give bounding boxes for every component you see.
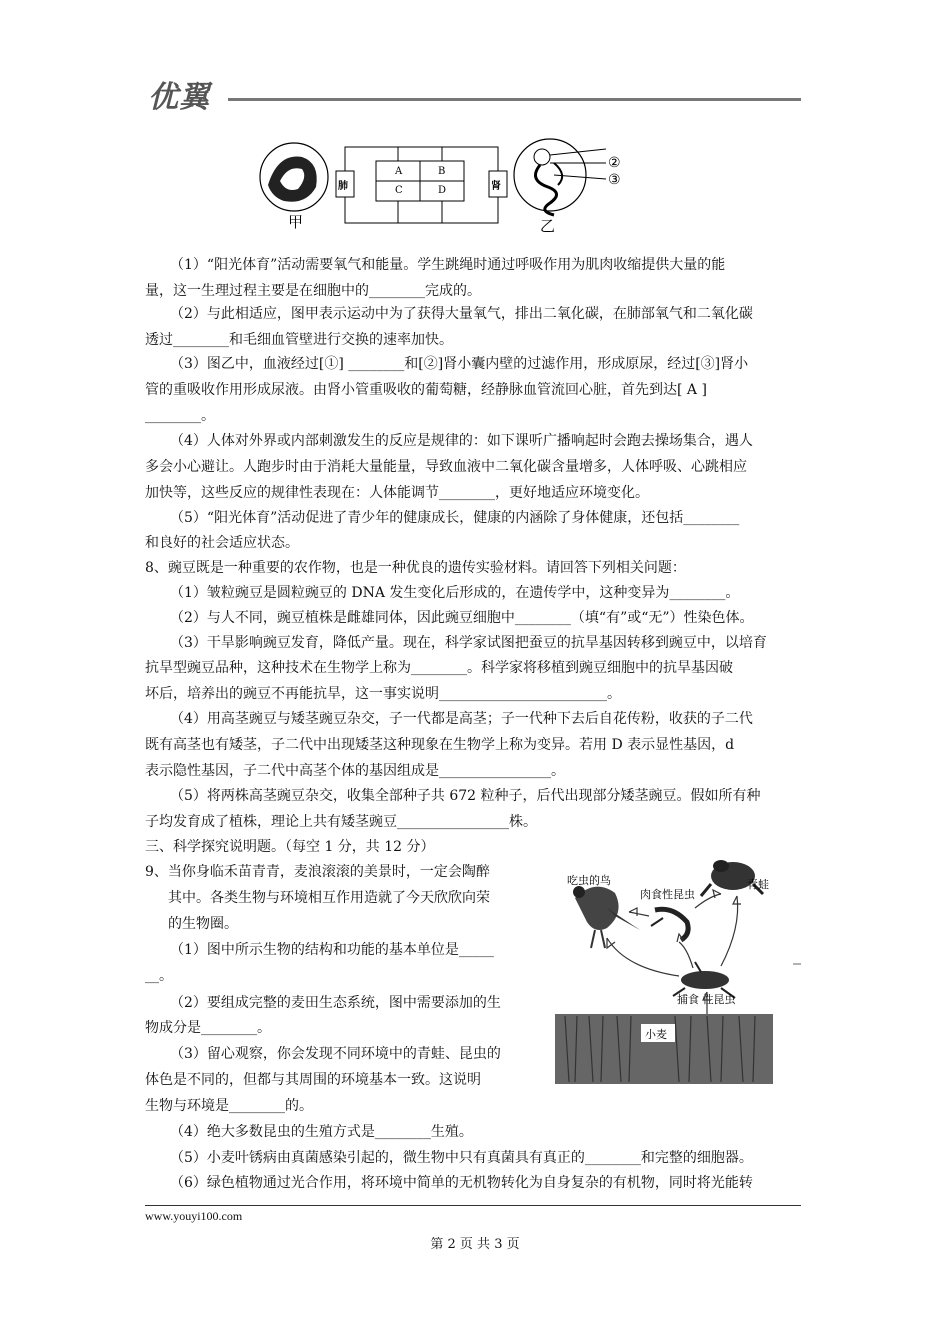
header-rule	[228, 98, 801, 101]
chamber-c: C	[395, 185, 403, 196]
wheat-label: 小麦	[645, 1028, 667, 1041]
chamber-b: B	[438, 166, 446, 177]
q8-2: （2）与人不同，豌豆植株是雌雄同体，因此豌豆细胞中________（填“有”或“无”）性染色体。	[170, 610, 754, 626]
logo: 优翼	[148, 80, 210, 115]
q7-3-line2: 管的重吸收作用形成尿液。由肾小管重吸收的葡萄糖，经静脉血管流回心脏，首先到达[ A ]	[145, 382, 707, 398]
q7-3-line3: ________。	[145, 408, 215, 424]
q7-3-line1: （3）图乙中，血液经过[①] ________和[②]肾小囊内壁的过滤作用，形成原尿，经过[③]肾小	[170, 356, 749, 372]
q8-3-line1: （3）干旱影响豌豆发育，降低产量。现在，科学家试图把蚕豆的抗旱基因转移到豌豆中，以培育	[170, 635, 767, 651]
q8-1: （1）皱粒豌豆是圆粒豌豆的 DNA 发生变化后形成的，在遗传学中，这种变异为________。	[170, 585, 740, 601]
page-number: 第 2 页 共 3 页	[430, 1237, 520, 1252]
q7-1-line2: 量，这一生理过程主要是在细胞中的________完成的。	[145, 283, 481, 299]
q9-4: （4）绝大多数昆虫的生殖方式是________生殖。	[170, 1124, 473, 1140]
q7-2-line1: （2）与此相适应，图甲表示运动中为了获得大量氧气，排出二氧化碳，在肺部氧气和二氧化碳	[170, 306, 753, 322]
predator-insect-label: 肉食性昆虫	[640, 888, 695, 901]
q9-2-line2: 物成分是________。	[145, 1020, 271, 1036]
footer-rule	[145, 1205, 801, 1206]
bird-label: 吃虫的鸟	[567, 874, 611, 887]
herbivore-insect-label: 捕食 性昆虫	[677, 993, 736, 1006]
q7-5-line1: （5）“阳光体育”活动促进了青少年的健康成长，健康的内涵除了身体健康，还包括________	[170, 510, 740, 526]
q9-3-line1: （3）留心观察，你会发现不同环境中的青蛙、昆虫的	[170, 1046, 501, 1062]
q8-5-line1: （5）将两株高茎豌豆杂交，收集全部种子共 672 粒种子，后代出现部分矮茎豌豆。假如所有种	[170, 788, 761, 804]
q9-2-line1: （2）要组成完整的麦田生态系统，图中需要添加的生	[170, 995, 501, 1011]
chamber-a: A	[395, 166, 403, 177]
q9-intro-line1: 9、当你身临禾苗青青，麦浪滚滚的美景时，一定会陶醉	[145, 864, 490, 880]
q8-5-line2: 子均发育成了植株，理论上共有矮茎豌豆________________株。	[145, 814, 537, 830]
lung-label: 肺	[338, 181, 348, 192]
q8-4-line3: 表示隐性基因，子二代中高茎个体的基因组成是________________。	[145, 763, 565, 779]
q9-3-line3: 生物与环境是________的。	[145, 1098, 313, 1114]
frog-label: 青蛙	[747, 878, 769, 891]
nephron-illustration	[514, 139, 586, 211]
q9-6-line1: （6）绿色植物通过光合作用，将环境中简单的无机物转化为自身复杂的有机物，同时将光能转	[170, 1175, 753, 1191]
q8-intro: 8、豌豆既是一种重要的农作物，也是一种优良的遗传实验材料。请回答下列相关问题：	[145, 560, 686, 576]
q8-4-line1: （4）用高茎豌豆与矮茎豌豆杂交，子一代都是高茎；子一代种下去后自花传粉，收获的子二代	[170, 711, 753, 727]
q7-4-line1: （4）人体对外界或内部刺激发生的反应是规律的：如下课听广播响起时会跑去操场集合，遇人	[170, 433, 753, 449]
q7-1-line1: （1）“阳光体育”活动需要氧气和能量。学生跳绳时通过呼吸作用为肌肉收缩提供大量的能	[170, 257, 726, 273]
q9-1-line1: （1）图中所示生物的结构和功能的基本单位是_____	[170, 942, 494, 958]
chamber-d: D	[438, 185, 447, 196]
q7-2-line2: 透过________和毛细血管壁进行交换的速率加快。	[145, 332, 453, 348]
marker-3: ③	[608, 172, 621, 188]
q7-5-line2: 和良好的社会适应状态。	[145, 535, 299, 551]
q8-3-line2: 抗旱型豌豆品种，这种技术在生物学上称为________。科学家将移植到豌豆细胞中的抗旱基因破	[145, 660, 733, 676]
q9-intro-line2: 其中。各类生物与环境相互作用造就了今天欣欣向荣	[168, 890, 490, 906]
label-jia: 甲	[288, 213, 304, 231]
food-web-figure	[545, 838, 807, 1108]
label-yi: 乙	[540, 217, 556, 235]
footer-url[interactable]: www.youyi100.com	[145, 1209, 243, 1223]
q9-1-line2: __。	[145, 968, 173, 984]
q9-intro-line3: 的生物圈。	[168, 916, 238, 932]
kidney-label: 肾	[491, 181, 501, 192]
q7-4-line2: 多会小心避让。人跑步时由于消耗大量能量，导致血液中二氧化碳含量增多，人体呼吸、心跳相应	[145, 459, 747, 475]
q7-4-line3: 加快等，这些反应的规律性表现在：人体能调节________，更好地适应环境变化。	[145, 485, 649, 501]
q9-3-line2: 体色是不同的，但都与其周围的环境基本一致。这说明	[145, 1072, 481, 1088]
section-3-heading: 三、科学探究说明题。（每空 1 分，共 12 分）	[145, 839, 435, 855]
q9-5: （5）小麦叶锈病由真菌感染引起的，微生物中只有真菌具有真正的________和完整的细胞器。	[170, 1150, 753, 1166]
q8-3-line3: 坏后，培养出的豌豆不再能抗旱，这一事实说明________________________。	[145, 686, 621, 702]
q8-4-line2: 既有高茎也有矮茎，子二代中出现矮茎这种现象在生物学上称为变异。若用 D 表示显性基因，d	[145, 737, 735, 753]
predator-insect-illustration	[651, 909, 688, 940]
circulation-diagram	[258, 135, 628, 235]
marker-2: ②	[608, 155, 621, 171]
